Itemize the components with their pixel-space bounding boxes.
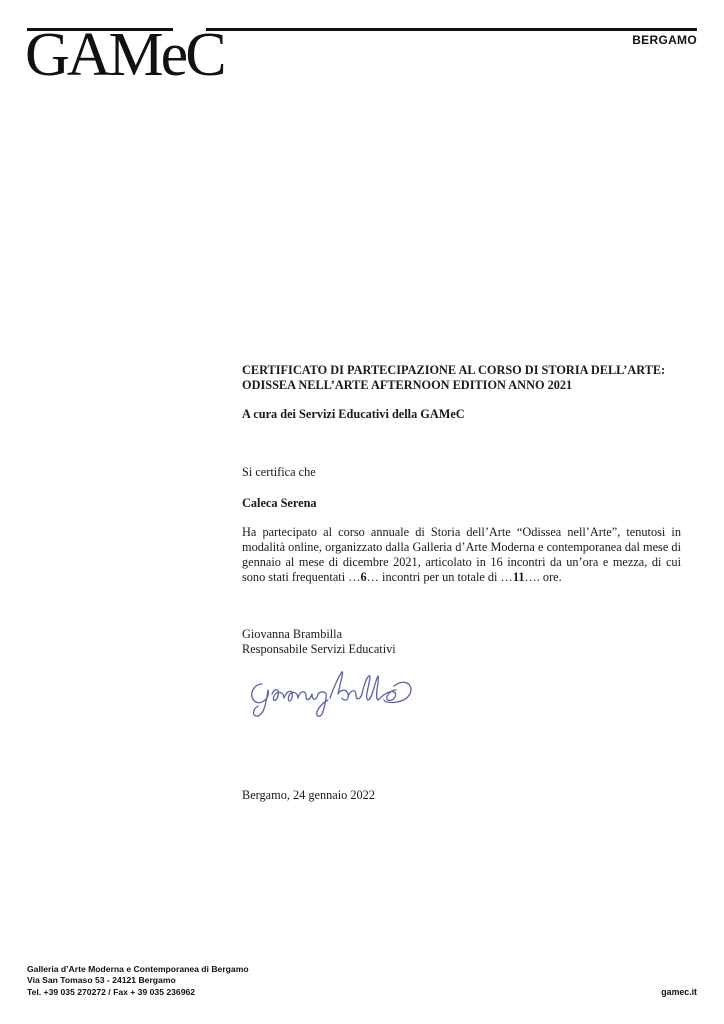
statement-intro: Ha partecipato al corso annuale di Storia dell’Arte “Odissea nell’Arte”, tenutosi in modalità online, organizzato dalla Galleria d’Arte Moderna e contemporanea dal mese di gennaio al mese di dicembre 2021, articolato in 16 incontri da un’ora e mezza, di cui sono stati frequentati …	[242, 525, 681, 584]
hours-total: 11	[512, 570, 525, 584]
certificate-title	[242, 363, 681, 393]
curator-line: A cura dei Servizi Educativi della GAMeC	[242, 407, 465, 421]
statement-middle: … incontri per un totale di …	[366, 570, 513, 584]
meetings-attended: 6	[360, 570, 367, 584]
header-city: BERGAMO	[632, 33, 697, 47]
signer-block	[242, 627, 681, 657]
certificate-title-line-2: ODISSEA NELL’ARTE AFTERNOON EDITION ANNO 2021	[242, 378, 573, 392]
certifies-line: Si certifica che	[242, 465, 316, 479]
footer-contacts: Tel. +39 035 270272 / Fax + 39 035 236962	[27, 986, 196, 997]
footer-street: Via San Tomaso 53 - 24121 Bergamo	[27, 975, 176, 986]
footer-website: gamec.it	[661, 987, 697, 997]
statement-end: …. ore.	[524, 570, 562, 584]
footer-institution: Galleria d’Arte Moderna e Contemporanea di Bergamo	[27, 964, 249, 974]
handwritten-signature	[244, 664, 416, 720]
recipient-name: Caleca Serena	[242, 496, 317, 510]
participation-statement	[242, 525, 681, 585]
header-rule-right	[206, 28, 697, 31]
gamec-logo: GAMeC	[25, 21, 224, 89]
footer-address	[27, 964, 249, 998]
issue-date: Bergamo, 24 gennaio 2022	[242, 788, 375, 802]
signer-name: Giovanna Brambilla	[242, 627, 343, 641]
certificate-title-line-1: CERTIFICATO DI PARTECIPAZIONE AL CORSO DI STORIA DELL’ARTE:	[242, 363, 666, 377]
signer-role: Responsabile Servizi Educativi	[242, 642, 396, 656]
